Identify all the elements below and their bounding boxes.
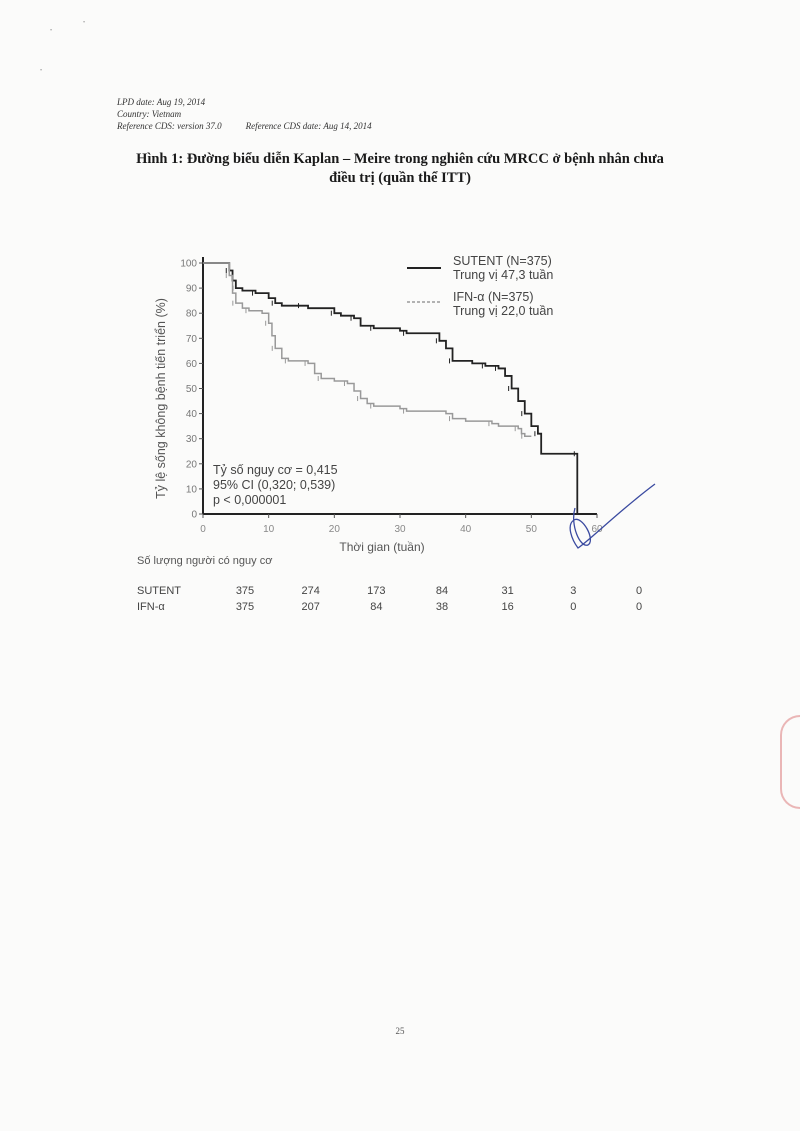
risk-value: 0 — [635, 585, 643, 597]
signature-mark — [570, 484, 655, 548]
y-tick-label: 10 — [185, 484, 197, 496]
y-tick-label: 70 — [185, 333, 197, 345]
y-tick-label: 100 — [180, 258, 197, 270]
cds-version: Reference CDS: version 37.0 — [117, 121, 222, 131]
country: Country: Vietnam — [117, 109, 182, 119]
x-tick-label: 50 — [525, 524, 537, 535]
risk-table-row — [137, 585, 657, 599]
stamp-edge — [780, 715, 800, 809]
risk-value: 0 — [570, 601, 577, 613]
x-tick-label: 0 — [200, 524, 206, 535]
figure-title-line1: Hình 1: Đường biểu diễn Kaplan – Meire trong nghiên cứu MRCC ở bệnh nhân chưa — [136, 151, 664, 167]
stat-annotation: Tỷ số nguy cơ = 0,415 — [213, 463, 338, 477]
stat-annotation: p < 0,000001 — [213, 493, 287, 507]
lpd-date: LPD date: Aug 19, 2014 — [117, 97, 206, 107]
figure-title-line2: điều trị (quần thể ITT) — [329, 170, 471, 186]
risk-row-label: IFN-α — [137, 601, 165, 613]
risk-value: 173 — [367, 585, 386, 597]
cds-date: Reference CDS date: Aug 14, 2014 — [245, 121, 372, 131]
risk-value: 84 — [370, 601, 383, 613]
scan-speck: • — [83, 20, 86, 26]
y-tick-label: 30 — [185, 434, 197, 446]
risk-value: 0 — [635, 601, 643, 613]
y-tick-label: 0 — [191, 509, 197, 521]
legend-median-label: Trung vị 22,0 tuần — [453, 304, 554, 318]
risk-table-title: Số lượng người có nguy cơ — [137, 555, 273, 567]
x-tick-label: 20 — [328, 524, 340, 535]
x-tick-label: 30 — [394, 524, 406, 535]
risk-value: 31 — [501, 585, 514, 597]
risk-value: 84 — [435, 585, 449, 597]
risk-row-label: SUTENT — [137, 585, 181, 597]
x-axis-label: Thời gian (tuần) — [339, 540, 425, 554]
y-tick-label: 20 — [185, 459, 197, 471]
risk-value: 3 — [570, 585, 577, 597]
legend-median-label: Trung vị 47,3 tuần — [453, 268, 554, 282]
x-tick-label: 40 — [460, 524, 472, 535]
y-tick-label: 40 — [185, 409, 197, 421]
y-tick-label: 80 — [185, 308, 197, 320]
risk-value: 375 — [235, 601, 255, 613]
risk-value: 375 — [235, 585, 255, 597]
y-tick-label: 60 — [185, 358, 197, 370]
y-tick-label: 90 — [185, 283, 197, 295]
legend-series-name: SUTENT (N=375) — [453, 254, 552, 268]
scan-speck: • — [40, 68, 43, 74]
x-tick-label: 10 — [263, 524, 275, 535]
risk-value: 38 — [435, 601, 449, 613]
risk-table-row — [137, 601, 657, 615]
y-axis-label: Tỷ lệ sống không bệnh tiến triển (%) — [154, 298, 168, 499]
scan-speck: • — [50, 28, 53, 34]
risk-value: 207 — [301, 601, 320, 613]
y-tick-label: 50 — [185, 384, 197, 395]
ifn-curve — [203, 263, 531, 436]
risk-value: 274 — [301, 585, 320, 597]
x-tick-label: 60 — [591, 524, 603, 535]
legend-series-name: IFN-α (N=375) — [453, 290, 534, 304]
stat-annotation: 95% CI (0,320; 0,539) — [213, 478, 336, 492]
risk-value: 16 — [501, 601, 514, 613]
page-number: 25 — [395, 1026, 405, 1036]
